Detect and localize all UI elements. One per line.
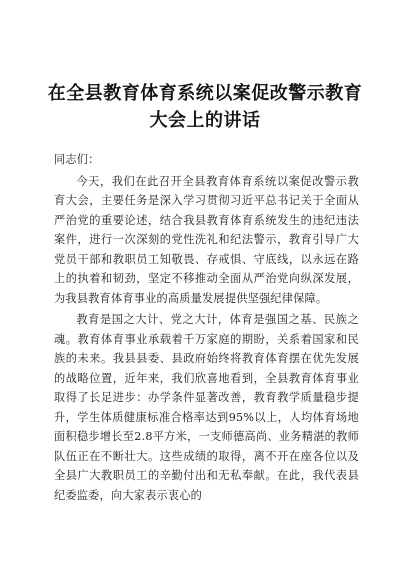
document-title: 在全县教育体育系统以案促改警示教育大会上的讲话 <box>47 83 363 131</box>
document-body <box>54 150 359 505</box>
paragraph-2: 教育是国之大计、党之大计，体育是强国之基、民族之魂。教育体育事业承载着千万家庭的期盼，关系着国家和民族的未来。我县县委、县政府始终将教育体育摆在优先发展的战略位置，近年来，我们欣喜地看到，全县教育体育事业取得了长足进步：办学条件显著改善，教育教学质量稳步提升，学生体质健康标准合格率达到95%以上，人均体育场地面积稳步增长至2.8平方米，一支师德高尚、业务精湛的教师队伍正在不断壮大。这些成绩的取得，离不开在座各位以及全县广大教职员工的辛勤付出和无私奉献。在此，我代表县纪委监委，向大家表示衷心的 <box>54 313 359 502</box>
paragraph-1: 今天，我们在此召开全县教育体育系统以案促改警示教育大会，主要任务是深入学习贯彻习近平总书记关于全面从严治党的重要论述，结合我县教育体育系统发生的违纪违法案件，进行一次深刻的党性洗礼和纪法警示，教育引导广大党员干部和教职员工知敬畏、存戒惧、守底线，以永远在路上的执着和韧劲，坚定不移推动全面从严治党向纵深发展，为我县教育体育事业的高质量发展提供坚强纪律保障。 <box>54 174 359 305</box>
salutation: 同志们： <box>54 153 100 166</box>
